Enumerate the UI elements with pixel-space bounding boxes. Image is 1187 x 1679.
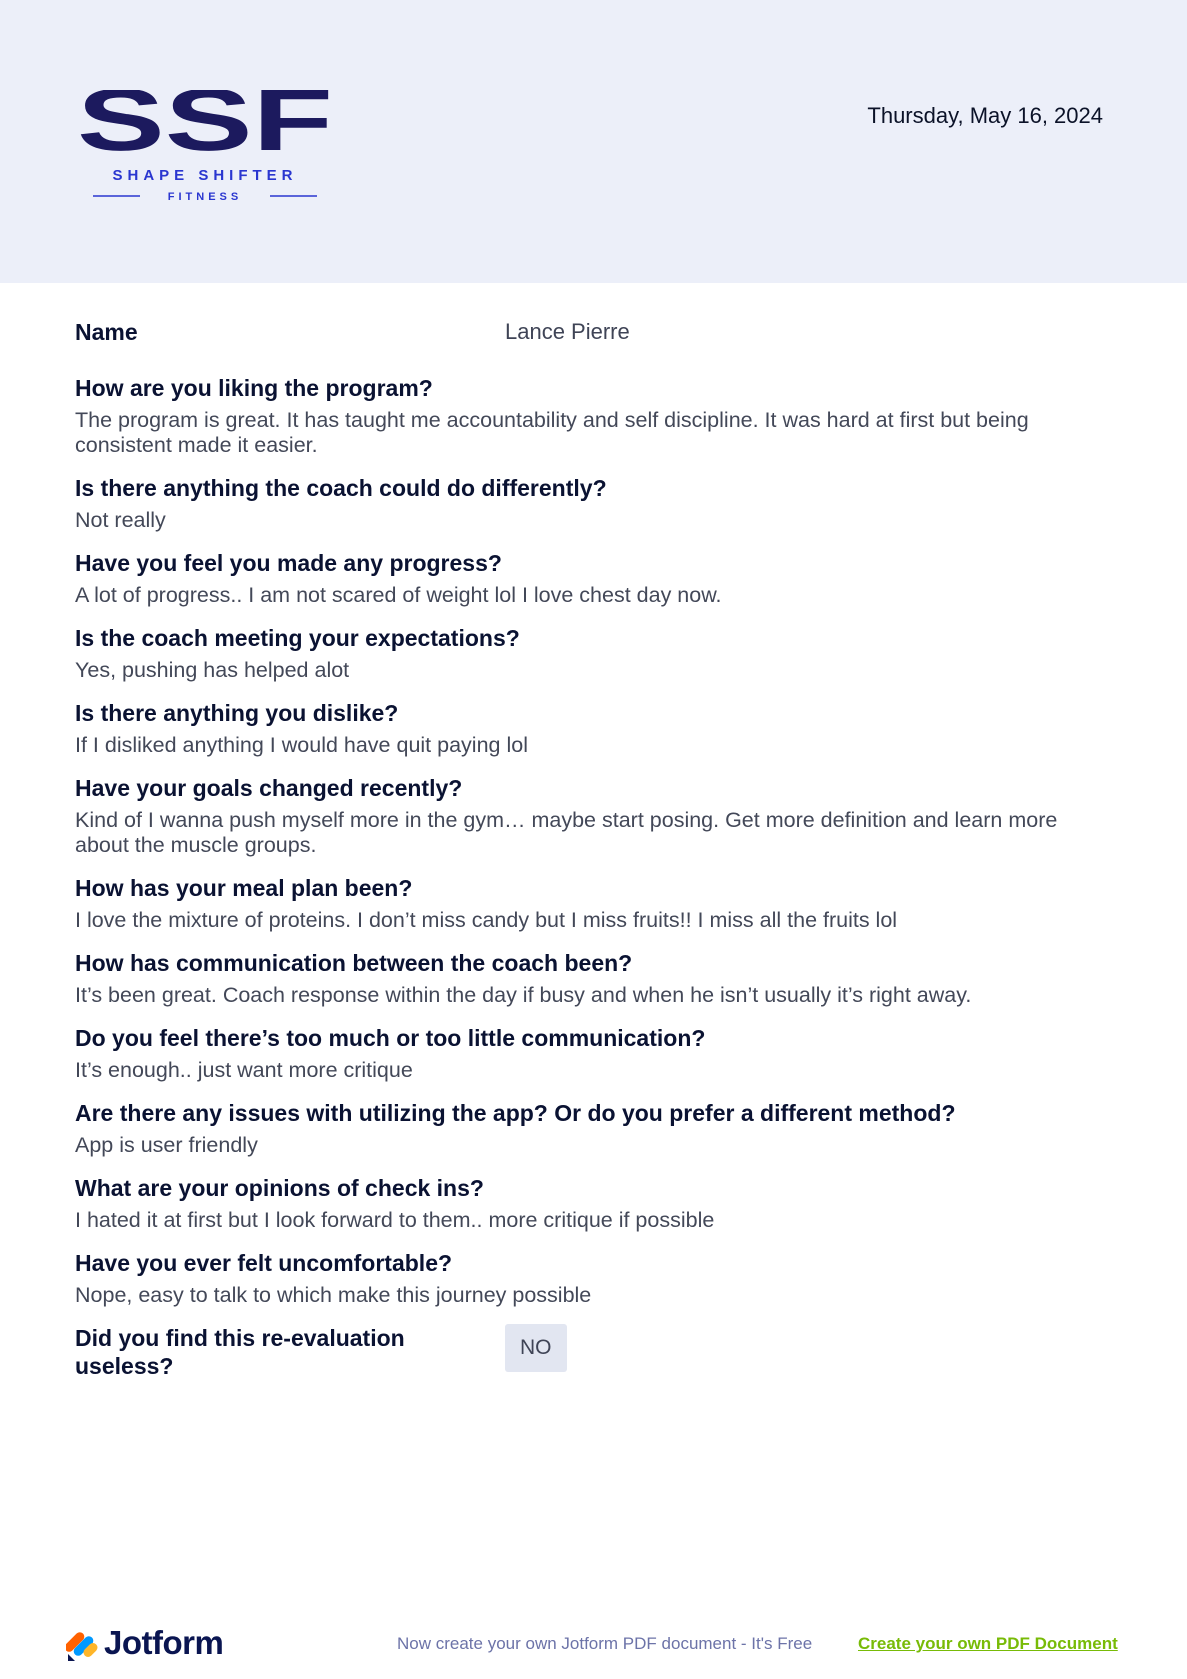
name-value: Lance Pierre — [505, 319, 630, 344]
answer-text: Kind of I wanna push myself more in the gym… maybe start posing. Get more definition and learn more about the muscle groups. — [75, 808, 1058, 857]
question-text: Are there any issues with utilizing the app? Or do you prefer a different method? — [75, 1100, 956, 1126]
question-text: How has your meal plan been? — [75, 875, 413, 901]
ssf-logo — [75, 90, 335, 205]
answer-text: If I disliked anything I would have quit paying lol — [75, 733, 528, 757]
svg-text:SHAPE SHIFTER: SHAPE SHIFTER — [112, 167, 298, 184]
qa-item — [75, 374, 1115, 458]
name-label: Name — [75, 319, 138, 345]
qa-item — [75, 1249, 1115, 1308]
answer-text: The program is great. It has taught me accountability and self discipline. It was hard at first but being consistent made it easier. — [75, 408, 1029, 457]
qa-item — [75, 874, 1115, 933]
question-text: Is there anything the coach could do differently? — [75, 475, 607, 501]
question-text: How are you liking the program? — [75, 375, 433, 401]
jotform-logo-icon — [66, 1628, 100, 1662]
svg-text:SSF: SSF — [77, 90, 333, 169]
question-text: Have you feel you made any progress? — [75, 550, 502, 576]
qa-item — [75, 1174, 1115, 1233]
question-text: Is there anything you dislike? — [75, 700, 399, 726]
document-date: Thursday, May 16, 2024 — [867, 103, 1103, 128]
create-pdf-link[interactable]: Create your own PDF Document — [858, 1634, 1118, 1653]
footer — [0, 1620, 1187, 1670]
question-text: What are your opinions of check ins? — [75, 1175, 484, 1201]
question-text: Have you ever felt uncomfortable? — [75, 1250, 453, 1276]
qa-item — [75, 949, 1115, 1008]
svg-text:FITNESS: FITNESS — [167, 191, 243, 203]
qa-item — [75, 1024, 1115, 1083]
footer-promo-text: Now create your own Jotform PDF document - It's Free — [397, 1634, 813, 1653]
qa-item — [75, 1099, 1115, 1158]
answer-text: A lot of progress.. I am not scared of weight lol I love chest day now. — [75, 583, 722, 607]
jotform-brand: Jotform — [104, 1624, 224, 1661]
qa-item — [75, 774, 1115, 858]
answer-text: Not really — [75, 508, 166, 532]
final-answer-badge: NO — [505, 1324, 567, 1372]
name-row — [75, 318, 1115, 358]
qa-item — [75, 549, 1115, 608]
final-question: Did you find this re-evaluation useless? — [75, 1325, 405, 1379]
qa-item — [75, 624, 1115, 683]
answer-text: I hated it at first but I look forward to them.. more critique if possible — [75, 1208, 715, 1232]
answer-text: It’s been great. Coach response within the day if busy and when he isn’t usually it’s right away. — [75, 983, 972, 1007]
question-text: How has communication between the coach been? — [75, 950, 633, 976]
answer-text: App is user friendly — [75, 1133, 258, 1157]
question-text: Have your goals changed recently? — [75, 775, 463, 801]
header-band — [0, 0, 1187, 283]
final-question-row — [75, 1324, 1115, 1384]
answer-text: It’s enough.. just want more critique — [75, 1058, 413, 1082]
question-text: Is the coach meeting your expectations? — [75, 625, 520, 651]
answer-text: I love the mixture of proteins. I don’t miss candy but I miss fruits!! I miss all the fruits lol — [75, 908, 898, 932]
question-text: Do you feel there’s too much or too little communication? — [75, 1025, 706, 1051]
answer-text: Yes, pushing has helped alot — [75, 658, 350, 682]
qa-item — [75, 699, 1115, 758]
answer-text: Nope, easy to talk to which make this journey possible — [75, 1283, 592, 1307]
form-content — [75, 318, 1115, 1384]
qa-item — [75, 474, 1115, 533]
